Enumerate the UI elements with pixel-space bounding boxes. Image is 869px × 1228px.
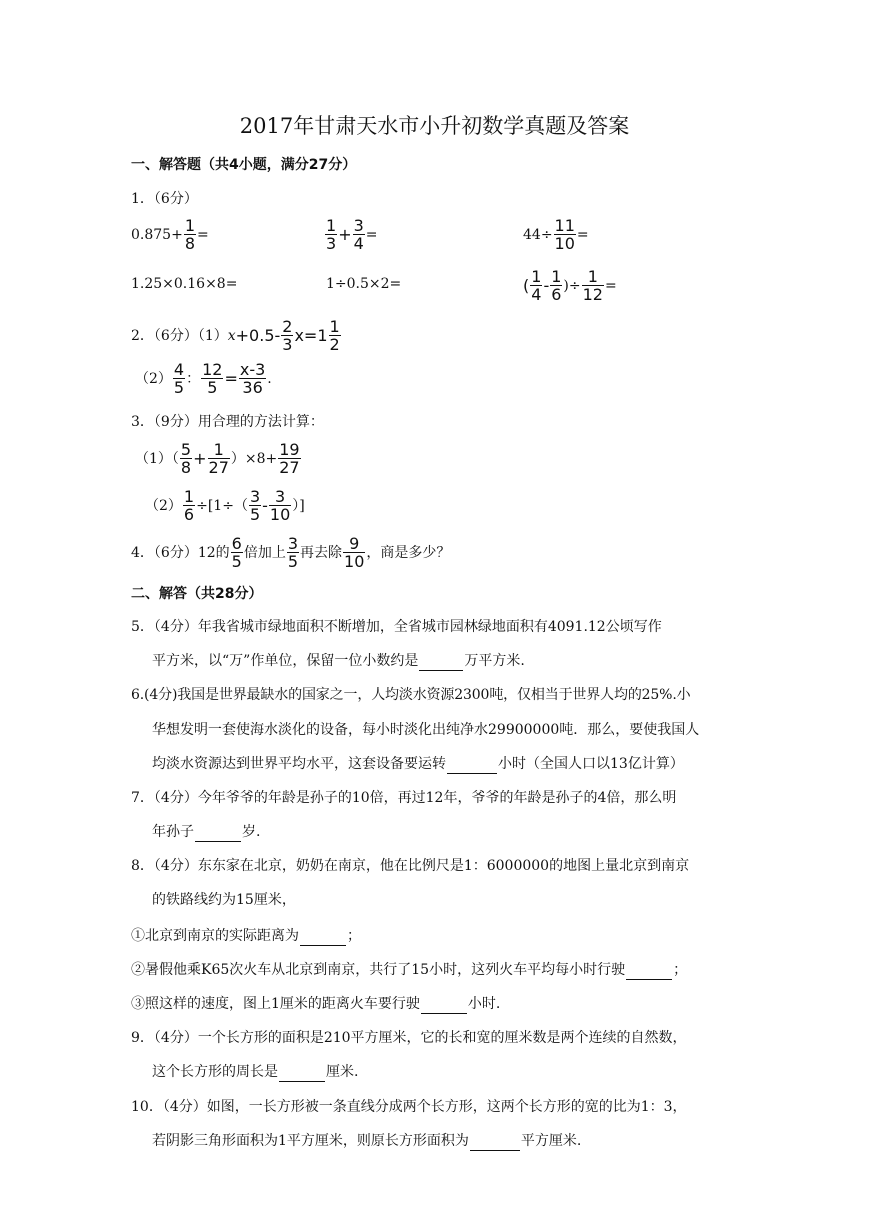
- q7-text-b: 岁.: [242, 824, 261, 840]
- q3-label: 3．（9分）用合理的方法计算：: [131, 414, 324, 430]
- denominator: 4: [531, 285, 542, 304]
- denominator: 6: [183, 505, 195, 524]
- q6-text-a: 均淡水资源达到世界平均水平，这套设备要运转: [152, 756, 446, 772]
- denominator: 5: [287, 552, 299, 571]
- q6-text-b: 小时（全国人口以13亿计算）: [498, 756, 684, 772]
- q1-e6-frac-a: [530, 268, 542, 303]
- denominator: 27: [208, 458, 229, 477]
- denominator: 3: [326, 234, 337, 253]
- numerator: 3: [353, 216, 364, 235]
- q9-answer-blank[interactable]: [279, 1063, 325, 1082]
- denominator: 2: [329, 335, 340, 354]
- denominator: 12: [582, 285, 603, 304]
- q8-s3-text-b: 小时.: [467, 996, 501, 1012]
- q2-e2-eq: =: [224, 368, 238, 388]
- q1-e6-post: =: [604, 277, 617, 294]
- numerator: 1: [551, 267, 562, 286]
- q2-line-2: [135, 361, 272, 396]
- q9-text-b: 厘米.: [326, 1064, 359, 1080]
- numerator: 19: [279, 440, 300, 459]
- q1-expr-1: [131, 217, 209, 252]
- q3-p1-mid: ）×8+: [230, 450, 278, 467]
- q7-line-2: [152, 823, 260, 842]
- q2-e2-frac-c: [239, 361, 266, 396]
- numerator: 5: [180, 440, 192, 459]
- q1-e6-op: -: [543, 275, 550, 295]
- numerator: 12: [202, 360, 223, 379]
- q2-e1-mid: x=1: [294, 325, 328, 345]
- q1-expr-3: [523, 217, 589, 252]
- q2-var-x: x: [227, 327, 236, 344]
- q2-line-1: [131, 318, 342, 353]
- q7-answer-blank[interactable]: [195, 823, 241, 842]
- q8-s2-answer-blank[interactable]: [626, 961, 672, 980]
- numerator: 1: [326, 216, 337, 235]
- q1-e6-mid: )÷: [563, 277, 581, 294]
- q1-expr-5: 1÷0.5×2=: [326, 276, 402, 292]
- q5-text-b: 万平方米.: [464, 653, 525, 669]
- q3-part-1: [135, 441, 302, 476]
- numerator: 4: [173, 360, 185, 379]
- numerator: 1: [531, 267, 542, 286]
- numerator: 1: [582, 268, 604, 286]
- q9-line-1: 9．（4分）一个长方形的面积是210平方厘米，它的长和宽的厘米数是两个连续的自然数，: [131, 1030, 687, 1046]
- q1-e2-frac-a: [325, 217, 337, 252]
- denominator: 5: [231, 552, 242, 571]
- denominator: 8: [180, 458, 192, 477]
- numerator: 3: [249, 487, 261, 506]
- numerator: 3: [287, 534, 299, 553]
- q1-e6-open: (: [523, 275, 530, 295]
- q8-line-2: 的铁路线约为15厘米，: [152, 892, 296, 908]
- q6-line-3: [152, 755, 684, 774]
- q3-p1-frac-b: [208, 441, 230, 476]
- q2-e2-frac-a: [173, 361, 185, 396]
- q4-frac-a: [231, 535, 243, 570]
- q8-line-1: 8．（4分）东东家在北京，奶奶在南京，他在比例尺是1：6000000的地图上量北京到南京: [131, 858, 690, 874]
- denominator: 5: [173, 378, 185, 397]
- denominator: 27: [279, 458, 300, 477]
- q10-answer-blank[interactable]: [470, 1132, 520, 1151]
- q1-e1-post: =: [197, 226, 209, 243]
- q5-answer-blank[interactable]: [419, 652, 463, 671]
- q8-s1-answer-blank[interactable]: [300, 927, 346, 946]
- q4-frac-c: [343, 535, 365, 570]
- numerator: 1: [184, 216, 195, 235]
- q6-line-2: 华想发明一套使海水淡化的设备，每小时淡化出纯净水29900000吨．那么，要使我国人: [152, 722, 700, 738]
- numerator: 1: [183, 487, 195, 506]
- section-heading-2: 二、解答（共28分）: [131, 586, 263, 602]
- q1-e3-frac: [554, 217, 576, 252]
- q2-e1-pre: +0.5-: [235, 325, 281, 345]
- q3-p1-pre: （1）（: [135, 450, 179, 467]
- q8-s3-text-a: ③照这样的速度，图上1厘米的距离火车要行驶: [131, 996, 420, 1012]
- q2-e2-post: .: [267, 370, 272, 387]
- q4-line: [131, 535, 450, 570]
- q2-e2-frac-b: [201, 361, 223, 396]
- q8-s2-text-a: ②暑假他乘K65次火车从北京到南京，共行了15小时，这列火车平均每小时行驶: [131, 962, 626, 978]
- q8-s3-answer-blank[interactable]: [421, 995, 467, 1014]
- numerator: 11: [554, 216, 575, 235]
- q3-p2-frac-c: [269, 488, 291, 523]
- q7-line-1: 7．（4分）今年爷爷的年龄是孙子的10倍，再过12年，爷爷的年龄是孙子的4倍，那么明: [131, 790, 677, 806]
- q1-label: 1．（6分）: [131, 191, 198, 207]
- q10-line-2: [152, 1132, 581, 1151]
- q1-e3-post: =: [576, 226, 589, 243]
- q4-post: ，商是多少？: [366, 544, 451, 561]
- q5-line-1: 5．（4分）年我省城市绿地面积不断增加，全省城市园林绿地面积有4091.12公顷写作: [131, 619, 662, 635]
- q8-sub-1: [131, 927, 361, 946]
- q3-p2-frac-a: [183, 488, 195, 523]
- q4-a: 倍加上: [243, 544, 286, 561]
- q8-s2-text-b: ；: [673, 962, 688, 978]
- numerator: 2: [282, 317, 293, 336]
- denominator: 10: [269, 505, 291, 524]
- q9-line-2: [152, 1063, 358, 1082]
- q9-text-a: 这个长方形的周长是: [152, 1064, 278, 1080]
- q1-e6-frac-c: [582, 268, 604, 303]
- q5-line-2: [152, 652, 525, 671]
- q2-e2-colon: ：: [186, 370, 201, 387]
- numerator: 6: [231, 534, 242, 553]
- numerator: 3: [269, 488, 291, 506]
- q3-p2-frac-b: [249, 488, 261, 523]
- q8-s1-text-a: ①北京到南京的实际距离为: [131, 928, 299, 944]
- numerator: 1: [208, 441, 230, 459]
- q1-e2-op: +: [338, 224, 352, 244]
- q1-e1-pre: 0.875+: [131, 226, 183, 243]
- q4-frac-b: [287, 535, 299, 570]
- q3-p2-mid: ÷[1÷（: [196, 497, 248, 514]
- q10-text-a: 若阴影三角形面积为1平方厘米，则原长方形面积为: [152, 1133, 469, 1149]
- q6-answer-blank[interactable]: [447, 755, 497, 774]
- q8-sub-2: [131, 961, 687, 980]
- q3-p2-op: -: [262, 495, 268, 515]
- q1-expr-2: [324, 217, 378, 252]
- denominator: 10: [344, 552, 365, 571]
- q1-e2-post: =: [365, 226, 378, 243]
- q3-p2-pre: （2）: [145, 497, 182, 514]
- q3-p1-frac-a: [180, 441, 192, 476]
- numerator: 1: [329, 317, 340, 336]
- page-title: 2017年甘肃天水市小升初数学真题及答案: [239, 114, 630, 138]
- denominator: 6: [551, 285, 562, 304]
- q6-line-1: 6.(4分)我国是世界最缺水的国家之一，人均淡水资源2300吨，仅相当于世界人均的25%.小: [131, 687, 691, 703]
- q3-p2-post: ）]: [292, 497, 305, 514]
- denominator: 8: [184, 234, 195, 253]
- q1-expr-4: 1.25×0.16×8=: [131, 276, 238, 292]
- denominator: 5: [249, 505, 261, 524]
- q1-e1-frac: [184, 217, 196, 252]
- q10-line-1: 10．（4分）如图，一长方形被一条直线分成两个长方形，这两个长方形的宽的比为1：3，: [131, 1099, 687, 1115]
- denominator: 3: [282, 335, 293, 354]
- numerator: 9: [343, 535, 365, 553]
- q2-e1-frac-b: [329, 318, 341, 353]
- q1-e6-frac-b: [550, 268, 562, 303]
- q3-part-2: [145, 488, 305, 523]
- q3-p1-frac-c: [278, 441, 300, 476]
- q2-part2: （2）: [135, 370, 172, 387]
- numerator: x-3: [239, 360, 266, 379]
- q7-text-a: 年孙子: [152, 824, 194, 840]
- q10-text-b: 平方厘米.: [520, 1133, 582, 1149]
- denominator: 4: [353, 234, 364, 253]
- denominator: 10: [554, 234, 575, 253]
- q8-s1-text-b: ；: [347, 928, 361, 944]
- denominator: 36: [242, 378, 263, 397]
- q1-e2-frac-b: [353, 217, 365, 252]
- q1-e3-pre: 44÷: [523, 226, 553, 243]
- q2-label: 2．（6分）（1）: [131, 327, 228, 344]
- q3-p1-op: +: [193, 448, 207, 468]
- q2-e1-frac-a: [281, 318, 293, 353]
- q8-sub-3: [131, 995, 500, 1014]
- q4-b: 再去除: [300, 544, 343, 561]
- q1-expr-6: [523, 268, 617, 303]
- q4-pre: 4．（6分）12的: [131, 544, 230, 561]
- section-heading-1: 一、解答题（共4小题，满分27分）: [131, 157, 357, 173]
- q5-text-a: 平方米，以“万”作单位，保留一位小数约是: [152, 653, 419, 669]
- denominator: 5: [207, 378, 218, 397]
